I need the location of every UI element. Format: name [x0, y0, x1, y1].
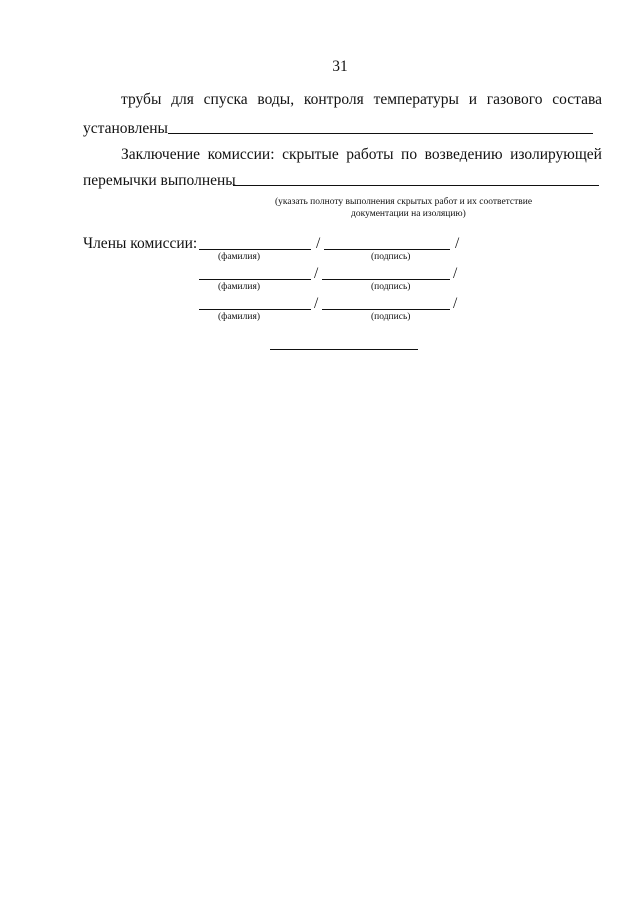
surname-caption: (фамилия) [218, 282, 260, 292]
word: состава [552, 91, 602, 108]
word: и [468, 91, 477, 108]
word: скрытые [282, 146, 339, 163]
word: изолирующей [510, 146, 602, 163]
word: по [401, 146, 418, 163]
signature-field[interactable] [324, 249, 450, 250]
separator: / [316, 235, 321, 252]
word: комиссии: [207, 146, 275, 163]
surname-field[interactable] [199, 279, 311, 280]
word: трубы [121, 91, 162, 108]
completed-hint-line-2: документации на изоляцию) [351, 209, 466, 219]
separator: / [453, 295, 458, 312]
word: спуска [203, 91, 248, 108]
separator: / [314, 265, 319, 282]
completed-blank-field[interactable] [233, 185, 599, 186]
paragraph-2-line-1 [121, 147, 602, 163]
word: газового [486, 91, 543, 108]
surname-caption: (фамилия) [218, 312, 260, 322]
completed-label: перемычки выполнены [83, 172, 236, 189]
surname-field[interactable] [199, 309, 311, 310]
paragraph-1-line-1 [121, 92, 602, 108]
word: температуры [373, 91, 459, 108]
completed-hint-line-1: (указать полноту выполнения скрытых работ и их соответствие [275, 197, 533, 207]
word: воды, [257, 91, 295, 108]
separator: / [455, 235, 460, 252]
installed-label: установлены [83, 120, 168, 137]
signature-caption: (подпись) [371, 282, 411, 292]
word: для [171, 91, 194, 108]
separator: / [314, 295, 319, 312]
page-number: 31 [332, 58, 348, 75]
word: возведению [424, 146, 503, 163]
word: работы [346, 146, 394, 163]
closing-rule [270, 349, 418, 350]
surname-caption: (фамилия) [218, 252, 260, 262]
signature-field[interactable] [322, 309, 450, 310]
separator: / [453, 265, 458, 282]
signature-field[interactable] [322, 279, 450, 280]
surname-field[interactable] [199, 249, 311, 250]
signature-caption: (подпись) [371, 252, 411, 262]
installed-blank-field[interactable] [168, 133, 593, 134]
signature-caption: (подпись) [371, 312, 411, 322]
word: Заключение [121, 146, 201, 163]
commission-members-label: Члены комиссии: [83, 235, 198, 252]
word: контроля [303, 91, 364, 108]
